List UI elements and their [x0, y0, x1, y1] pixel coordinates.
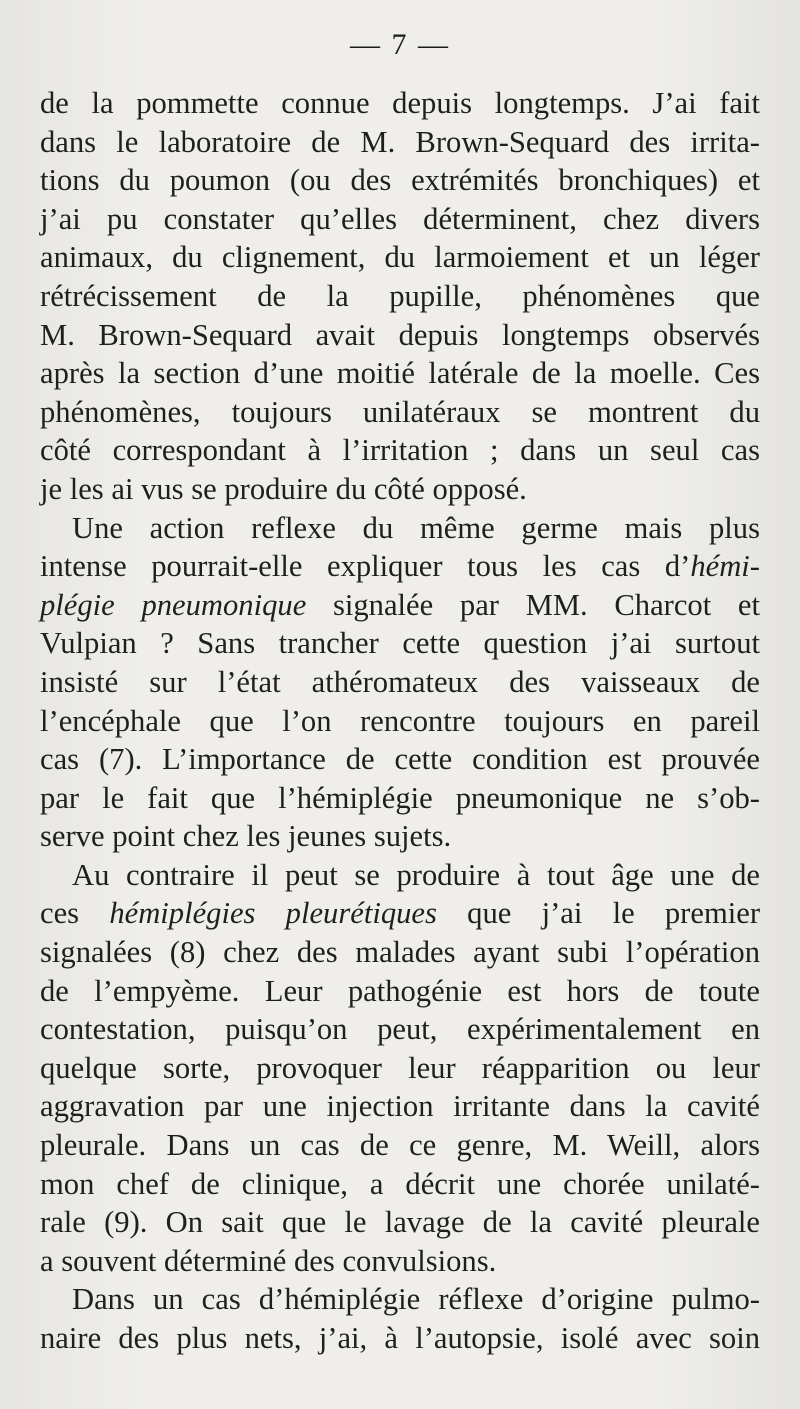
text-line: [40, 238, 760, 277]
text-line: [40, 1203, 760, 1242]
text-run: j’ai pu constater qu’elles déterminent, chez divers: [40, 201, 760, 236]
text-line: [40, 123, 760, 162]
text-line: [40, 663, 760, 702]
text-line: [40, 547, 760, 586]
text-line: [40, 393, 760, 432]
text-run: signalée par MM. Charcot et: [306, 587, 760, 622]
italic-text-run: plégie pneumonique: [40, 587, 307, 622]
text-run: rétrécissement de la pupille, phénomènes que: [40, 278, 760, 313]
italic-text-run: hémi-: [690, 549, 760, 584]
text-line: [40, 702, 760, 741]
text-run: après la section d’une moitié latérale de la moelle. Ces: [40, 356, 760, 391]
text-run: quelque sorte, provoquer leur réapparition ou leur: [40, 1050, 760, 1085]
text-line: [40, 586, 760, 625]
text-run: dans le laboratoire de M. Brown-Sequard des irrita-: [40, 124, 760, 159]
text-run: par le fait que l’hémiplégie pneumonique ne s’ob-: [40, 780, 760, 815]
text-line: [40, 1010, 760, 1049]
text-line: [40, 894, 760, 933]
text-run: signalées (8) chez des malades ayant subi l’opération: [40, 935, 760, 970]
text-line: [40, 1126, 760, 1165]
text-run: côté correspondant à l’irritation ; dans un seul cas: [40, 433, 760, 468]
text-run: insisté sur l’état athéromateux des vaisseaux de: [40, 664, 760, 699]
body-text: [40, 84, 760, 1358]
text-run: intense pourrait-elle expliquer tous les cas d’: [40, 549, 691, 584]
text-line: [40, 1049, 760, 1088]
text-line: [40, 972, 760, 1011]
text-run: contestation, puisqu’on peut, expérimentalement en: [40, 1012, 760, 1047]
text-run: rale (9). On sait que le lavage de la cavité pleurale: [40, 1205, 760, 1240]
text-run: Au contraire il peut se produire à tout âge une de: [72, 857, 760, 892]
text-line: [40, 740, 760, 779]
text-run: mon chef de clinique, a décrit une chorée unilaté-: [40, 1166, 760, 1201]
text-line: [40, 316, 760, 355]
text-line: [40, 1165, 760, 1204]
text-line: [40, 624, 760, 663]
page-number: — 7 —: [350, 28, 450, 61]
text-line: [40, 1242, 760, 1281]
text-run: l’encéphale que l’on rencontre toujours en pareil: [40, 703, 760, 738]
text-run: Dans un cas d’hémiplégie réflexe d’origine pulmo-: [72, 1282, 760, 1317]
text-run: tions du poumon (ou des extrémités bronchiques) et: [40, 163, 760, 198]
text-line: [40, 1319, 760, 1358]
text-run: naire des plus nets, j’ai, à l’autopsie, isolé avec soin: [40, 1321, 760, 1355]
text-line: [40, 354, 760, 393]
text-line: [40, 817, 760, 856]
text-run: ces: [40, 896, 110, 931]
text-run: je les ai vus se produire du côté opposé.: [40, 471, 527, 506]
text-run: de la pommette connue depuis longtemps. J’ai fait: [40, 86, 760, 120]
paragraph: [40, 856, 760, 1281]
text-line: [40, 431, 760, 470]
text-run: M. Brown-Sequard avait depuis longtemps observés: [40, 317, 760, 352]
text-line: [40, 509, 760, 548]
text-line: [40, 1280, 760, 1319]
text-line: [40, 200, 760, 239]
text-line: [40, 933, 760, 972]
text-line: [40, 470, 760, 509]
text-run: animaux, du clignement, du larmoiement et un léger: [40, 240, 760, 275]
paragraph: [40, 509, 760, 856]
text-run: Une action reflexe du même germe mais plus: [72, 510, 760, 545]
text-run: pleurale. Dans un cas de ce genre, M. Weill, alors: [40, 1128, 760, 1163]
text-line: [40, 856, 760, 895]
text-line: [40, 1087, 760, 1126]
text-run: aggravation par une injection irritante dans la cavité: [40, 1089, 760, 1124]
text-run: serve point chez les jeunes sujets.: [40, 819, 452, 854]
text-line: [40, 84, 760, 123]
text-run: cas (7). L’importance de cette condition est prouvée: [40, 742, 760, 777]
text-run: Vulpian ? Sans trancher cette question j’ai surtout: [40, 626, 760, 661]
text-run: phénomènes, toujours unilatéraux se montrent du: [40, 394, 760, 429]
text-run: de l’empyème. Leur pathogénie est hors de toute: [40, 973, 760, 1008]
text-run: a souvent déterminé des convulsions.: [40, 1243, 497, 1278]
paragraph: [40, 1280, 760, 1357]
text-line: [40, 779, 760, 818]
text-line: [40, 161, 760, 200]
paragraph: [40, 84, 760, 509]
text-run: que j’ai le premier: [436, 896, 761, 931]
italic-text-run: hémiplégies pleurétiques: [109, 896, 437, 931]
text-line: [40, 277, 760, 316]
